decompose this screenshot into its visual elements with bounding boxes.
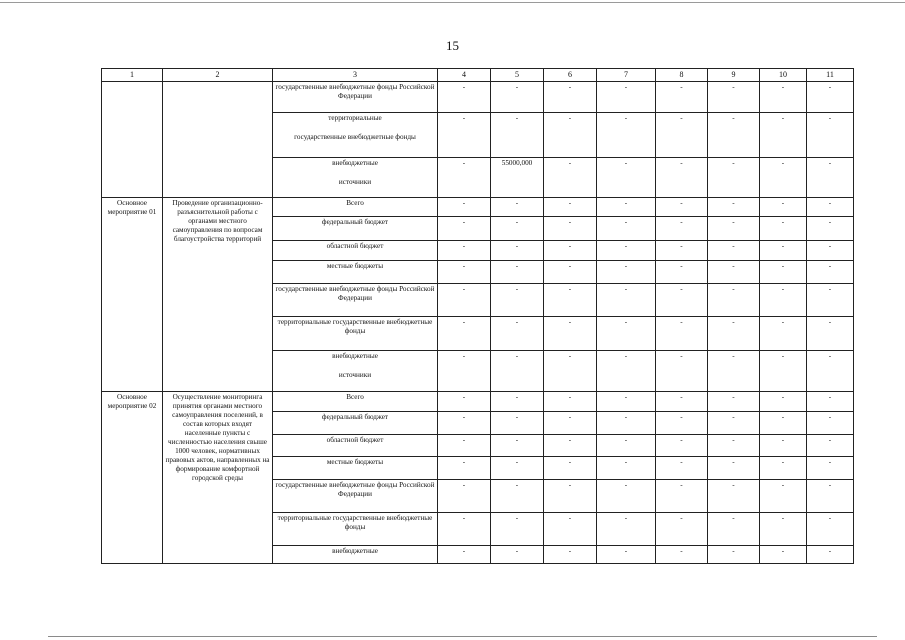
value-cell: - [544, 456, 597, 479]
activity-title: Осуществление мониторинга принятия органами местного самоуправления поселений, в состав которых входят населенные пункты с численностью населения свыше 1000 человек, нормативных правовых актов, направленных на формирование комфортной городской среды [163, 392, 273, 564]
column-numbers-row [102, 69, 854, 82]
value-cell: - [708, 512, 760, 545]
value-cell: - [438, 82, 491, 113]
value-cell: - [544, 392, 597, 412]
funding-source-line: внебюджетные [332, 351, 378, 360]
value-cell: - [491, 260, 544, 283]
activity-title [163, 82, 273, 198]
value-cell: - [807, 157, 854, 197]
value-cell: - [597, 82, 656, 113]
col-header: 7 [597, 69, 656, 82]
value-cell: - [807, 283, 854, 316]
value-cell: - [544, 350, 597, 392]
line-gap [275, 168, 435, 178]
value-cell: - [544, 197, 597, 217]
value-cell: - [597, 392, 656, 412]
value-cell: - [544, 479, 597, 512]
value-cell: - [438, 317, 491, 350]
value-cell: - [491, 546, 544, 564]
table-row [102, 392, 854, 412]
activity-code: Основное мероприятие 02 [102, 392, 163, 564]
funding-source [273, 113, 438, 158]
value-cell: - [544, 512, 597, 545]
value-cell: - [760, 217, 807, 241]
value-cell: - [760, 82, 807, 113]
value-cell: - [708, 217, 760, 241]
col-header: 1 [102, 69, 163, 82]
value-cell: - [491, 283, 544, 316]
funding-source: местные бюджеты [273, 260, 438, 283]
value-cell: - [807, 217, 854, 241]
value-cell: - [656, 350, 708, 392]
value-cell: - [708, 350, 760, 392]
col-header: 11 [807, 69, 854, 82]
activity-code: Основное мероприятие 01 [102, 197, 163, 392]
value-cell: - [544, 317, 597, 350]
value-cell: - [491, 479, 544, 512]
line-gap [275, 123, 435, 133]
value-cell: - [491, 82, 544, 113]
funding-source [273, 350, 438, 392]
value-cell: - [491, 113, 544, 158]
value-cell: - [807, 82, 854, 113]
value-cell: - [807, 197, 854, 217]
col-header: 5 [491, 69, 544, 82]
value-cell: - [807, 512, 854, 545]
value-cell: - [544, 546, 597, 564]
scan-top-edge [0, 2, 905, 3]
value-cell: - [760, 546, 807, 564]
value-cell: - [597, 241, 656, 261]
value-cell: - [708, 157, 760, 197]
value-cell: - [760, 479, 807, 512]
funding-source: территориальные государственные внебюджетные фонды [273, 512, 438, 545]
value-cell: - [760, 317, 807, 350]
value-cell: - [491, 197, 544, 217]
value-cell: - [544, 283, 597, 316]
value-cell: - [438, 392, 491, 412]
value-cell: - [760, 350, 807, 392]
value-cell: - [656, 546, 708, 564]
value-cell: - [544, 241, 597, 261]
funding-source-line: территориальные [328, 114, 382, 123]
value-cell: - [491, 392, 544, 412]
value-cell: - [597, 411, 656, 434]
value-cell: - [597, 350, 656, 392]
funding-source-line: источники [338, 177, 372, 186]
value-cell: - [544, 260, 597, 283]
value-cell: 55000,000 [491, 157, 544, 197]
value-cell: - [708, 241, 760, 261]
value-cell: - [491, 241, 544, 261]
value-cell: - [760, 197, 807, 217]
value-cell: - [438, 157, 491, 197]
value-cell: - [438, 456, 491, 479]
funding-source: областной бюджет [273, 434, 438, 456]
col-header: 2 [163, 69, 273, 82]
value-cell: - [807, 434, 854, 456]
value-cell: - [807, 260, 854, 283]
value-cell: - [807, 113, 854, 158]
value-cell: - [656, 157, 708, 197]
value-cell: - [760, 512, 807, 545]
value-cell: - [491, 217, 544, 241]
funding-source: территориальные государственные внебюджетные фонды [273, 317, 438, 350]
value-cell: - [708, 197, 760, 217]
value-cell: - [708, 317, 760, 350]
value-cell: - [708, 479, 760, 512]
value-cell: - [597, 479, 656, 512]
value-cell: - [760, 283, 807, 316]
value-cell: - [656, 434, 708, 456]
value-cell: - [491, 512, 544, 545]
value-cell: - [656, 260, 708, 283]
value-cell: - [807, 456, 854, 479]
value-cell: - [708, 434, 760, 456]
value-cell: - [597, 197, 656, 217]
value-cell: - [597, 260, 656, 283]
value-cell: - [760, 241, 807, 261]
value-cell: - [656, 456, 708, 479]
value-cell: - [438, 241, 491, 261]
value-cell: - [438, 113, 491, 158]
value-cell: - [760, 113, 807, 158]
value-cell: - [708, 411, 760, 434]
value-cell: - [544, 434, 597, 456]
value-cell: - [807, 350, 854, 392]
funding-source: государственные внебюджетные фонды Российской Федерации [273, 479, 438, 512]
value-cell: - [544, 82, 597, 113]
value-cell: - [760, 434, 807, 456]
value-cell: - [807, 546, 854, 564]
col-header: 3 [273, 69, 438, 82]
value-cell: - [544, 411, 597, 434]
value-cell: - [597, 157, 656, 197]
value-cell: - [656, 82, 708, 113]
value-cell: - [656, 411, 708, 434]
value-cell: - [708, 260, 760, 283]
value-cell: - [807, 392, 854, 412]
value-cell: - [438, 350, 491, 392]
value-cell: - [760, 411, 807, 434]
col-header: 10 [760, 69, 807, 82]
value-cell: - [708, 546, 760, 564]
value-cell: - [491, 317, 544, 350]
value-cell: - [597, 512, 656, 545]
value-cell: - [656, 217, 708, 241]
value-cell: - [708, 113, 760, 158]
table-row [102, 82, 854, 113]
value-cell: - [597, 546, 656, 564]
funding-source: Всего [273, 197, 438, 217]
value-cell: - [491, 456, 544, 479]
funding-source: государственные внебюджетные фонды Российской Федерации [273, 283, 438, 316]
value-cell: - [708, 456, 760, 479]
activity-code [102, 82, 163, 198]
line-gap [275, 361, 435, 371]
value-cell: - [438, 512, 491, 545]
value-cell: - [597, 456, 656, 479]
funding-source-line: внебюджетные [332, 158, 378, 167]
col-header: 6 [544, 69, 597, 82]
value-cell: - [597, 283, 656, 316]
value-cell: - [597, 434, 656, 456]
value-cell: - [807, 411, 854, 434]
col-header: 9 [708, 69, 760, 82]
funding-source: Всего [273, 392, 438, 412]
value-cell: - [656, 113, 708, 158]
value-cell: - [708, 82, 760, 113]
value-cell: - [438, 197, 491, 217]
value-cell: - [656, 512, 708, 545]
funding-source: государственные внебюджетные фонды Российской Федерации [273, 82, 438, 113]
value-cell: - [438, 479, 491, 512]
value-cell: - [438, 411, 491, 434]
value-cell: - [544, 217, 597, 241]
value-cell: - [544, 113, 597, 158]
value-cell: - [760, 157, 807, 197]
value-cell: - [656, 479, 708, 512]
value-cell: - [597, 113, 656, 158]
value-cell: - [708, 392, 760, 412]
activity-title: Проведение организационно-разъяснительной работы с органами местного самоуправления по вопросам благоустройства территорий [163, 197, 273, 392]
funding-source: федеральный бюджет [273, 217, 438, 241]
value-cell: - [438, 546, 491, 564]
value-cell: - [656, 241, 708, 261]
funding-source-line: государственные внебюджетные фонды [294, 133, 416, 142]
page-number: 15 [446, 38, 459, 53]
value-cell: - [491, 434, 544, 456]
funding-source-line: источники [338, 370, 372, 379]
value-cell: - [807, 241, 854, 261]
value-cell: - [438, 260, 491, 283]
value-cell: - [807, 317, 854, 350]
value-cell: - [760, 392, 807, 412]
value-cell: - [656, 283, 708, 316]
funding-source [273, 157, 438, 197]
value-cell: - [544, 157, 597, 197]
value-cell: - [438, 434, 491, 456]
funding-source: федеральный бюджет [273, 411, 438, 434]
value-cell: - [760, 260, 807, 283]
value-cell: - [760, 456, 807, 479]
value-cell: - [491, 350, 544, 392]
value-cell: - [656, 392, 708, 412]
value-cell: - [438, 217, 491, 241]
funding-source: внебюджетные [273, 546, 438, 564]
col-header: 8 [656, 69, 708, 82]
value-cell: - [708, 283, 760, 316]
value-cell: - [656, 317, 708, 350]
value-cell: - [491, 411, 544, 434]
value-cell: - [438, 283, 491, 316]
value-cell: - [807, 479, 854, 512]
budget-table [101, 68, 854, 564]
value-cell: - [597, 317, 656, 350]
value-cell: - [597, 217, 656, 241]
funding-source: областной бюджет [273, 241, 438, 261]
value-cell: - [656, 197, 708, 217]
col-header: 4 [438, 69, 491, 82]
table-row [102, 197, 854, 217]
funding-source: местные бюджеты [273, 456, 438, 479]
scan-bottom-edge [48, 636, 877, 637]
